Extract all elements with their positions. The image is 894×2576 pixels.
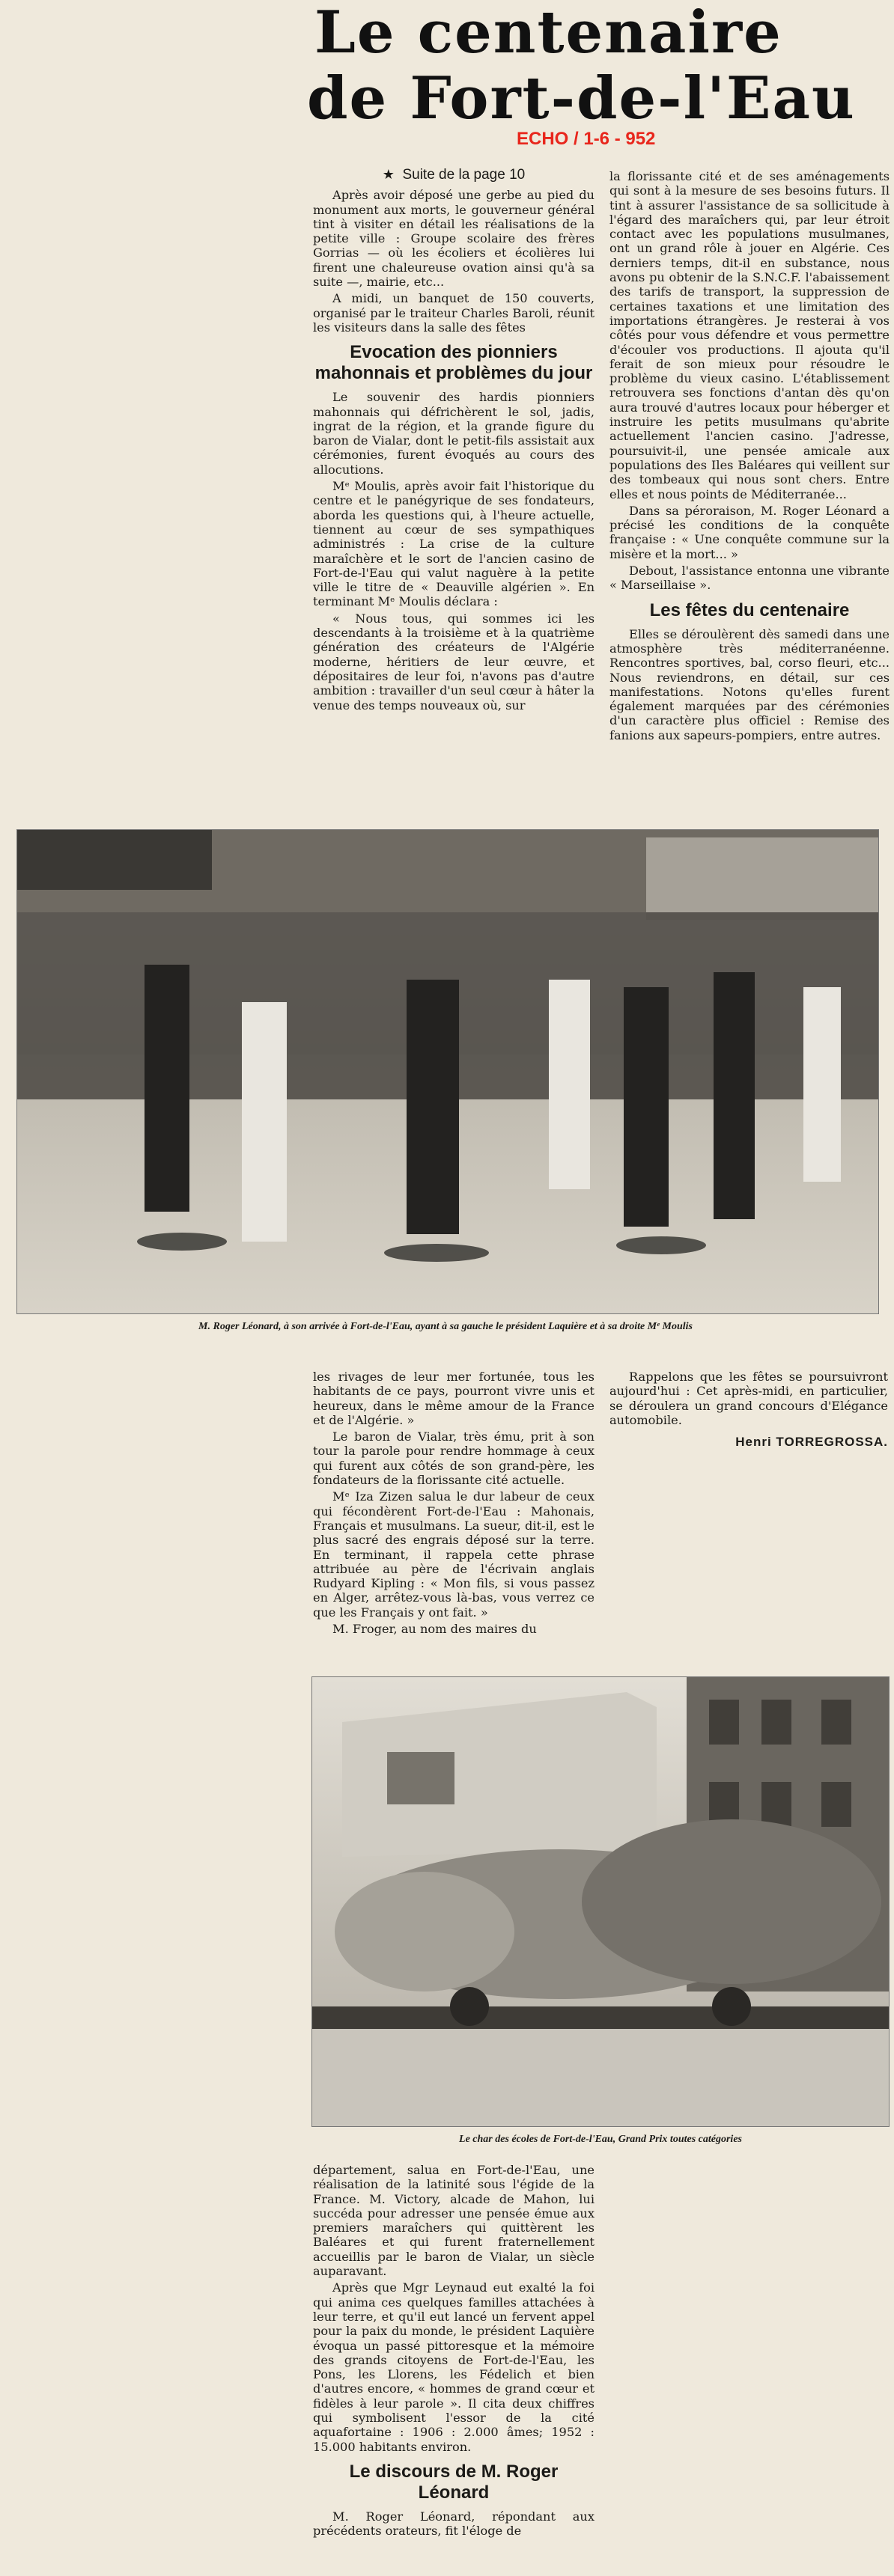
column-4 bbox=[609, 1370, 888, 1449]
float-photo-image bbox=[312, 1677, 889, 2126]
photo-arrival-caption: M. Roger Léonard, à son arrivée à Fort-de-l'Eau, ayant à sa gauche le président Laquière et à sa droite Mᵉ Moulis bbox=[198, 1321, 693, 1332]
paragraph: Mᵉ Iza Zizen salua le dur labeur de ceux qui fécondèrent Fort-de-l'Eau : Mahonais, Français et musulmans. La sueur, dit-il, est le plus sacré des engrais déposé sur la terre. En terminant, il rappela cette phrase attribuée au père de l'écrivain anglais Rudyard Kipling : « Mon fils, si vous passez en Alger, arrêtez-vous là-bas, vous verrez ce que les Français y ont fait. » bbox=[313, 1489, 595, 1620]
continued-label: Suite de la page 10 bbox=[402, 167, 526, 183]
paragraph: Debout, l'assistance entonna une vibrante « Marseillaise ». bbox=[609, 564, 890, 593]
paragraph: Mᵉ Moulis, après avoir fait l'historique du centre et le panégyrique de ses fondateurs, aborda les questions qui, à l'heure actuelle, tiennent au cœur de ses sympathiques administrés : La crise de la culture maraîchère et le sort de l'ancien casino de Fort-de-l'Eau qui valut naguère à la petite ville le titre de « Deauville algérien ». En terminant Mᵉ Moulis déclara : bbox=[313, 479, 595, 609]
paragraph: Après avoir déposé une gerbe au pied du monument aux morts, le gouverneur général tint à visiter en détail les réalisations de la petite ville : Groupe scolaire des frères Gorrias — où les écoliers et écolières lui firent une chaleureuse ovation ainsi qu'à sa suite —, mairie, etc... bbox=[313, 188, 595, 290]
crowd-photo-image bbox=[17, 830, 878, 1313]
subheading: Evocation des pionniers mahonnais et problèmes du jour bbox=[314, 342, 593, 384]
paragraph: la florissante cité et de ses aménagements qui sont à la mesure de ses besoins futurs. Il tint à assurer l'assistance de sa sollicitude à l'égard des maraîchers qui, par leur étroit contact avec les populations musulmanes, ont un grand rôle à jouer en Algérie. Ces derniers temps, dit-il en substance, nous avons pu obtenir de la S.N.C.F. l'abaissement des tarifs de transport, la suppression de certaines taxations et une limitation des importations étrangères. Je resterai à vos côtés pour vous défendre et vous permettre d'écouler vos productions. Il ajouta qu'il ferait de son mieux pour résoudre le problème du vieux casino. L'établissement retrouvera ses fonctions d'antan dès qu'on aura trouvé d'autres locaux pour héberger et instruire les petits musulmans qu'abrite actuellement l'ancien casino. J'adresse, poursuivit-il, une pensée amicale aux populations des Iles Baléares qui veillent sur des tombeaux qui nous sont chers. Entre elles et nous points de Méditerranée... bbox=[609, 169, 890, 501]
subheading: Le discours de M. Roger Léonard bbox=[349, 2461, 559, 2503]
paragraph: Elles se déroulèrent dès samedi dans une atmosphère très méditerranéenne. Rencontres sportives, bal, corso fleuri, etc... Nous reviendrons, en détail, sur ces manifestations. Notons qu'elles furent également marquées par des cérémonies d'un caractère plus officiel : Remise des fanions aux sapeurs-pompiers, entre autres. bbox=[609, 626, 890, 742]
headline-line2: de Fort-de-l'Eau bbox=[307, 64, 856, 132]
paragraph: A midi, un banquet de 150 couverts, organisé par le traiteur Charles Baroli, réunit les visiteurs dans la salle des fêtes bbox=[313, 291, 595, 335]
photo-arrival bbox=[16, 829, 879, 1314]
continued-from bbox=[313, 168, 595, 182]
photo-float-caption: Le char des écoles de Fort-de-l'Eau, Grand Prix toutes catégories bbox=[459, 2134, 742, 2145]
paragraph: Après que Mgr Leynaud eut exalté la foi qui anima ces quelques familles attachées à leur terre, et qu'il eut lancé un fervent appel pour la paix du monde, le président Laquière évoqua un passé pittoresque et la mémoire des grands citoyens de Fort-de-l'Eau, les Pons, les Llorens, les Fédelich et bien d'autres encore, « hommes de grand cœur et fidèles à leur parole ». Il cita deux chiffres qui symbolisent l'essor de la cité aquafortaine : 1906 : 2.000 âmes; 1952 : 15.000 habitants environ. bbox=[313, 2280, 595, 2454]
archive-stamp: ECHO / 1-6 - 952 bbox=[517, 129, 656, 149]
paragraph: département, salua en Fort-de-l'Eau, une réalisation de la latinité sous l'égide de la France. M. Victory, alcade de Mahon, lui succéda pour adresser une pensée émue aux premiers maraîchers qui quittèrent les Baléares et qui furent fraternellement accueillis par le baron de Vialar, un siècle auparavant. bbox=[313, 2163, 595, 2279]
paragraph: M. Roger Léonard, répondant aux précédents orateurs, fit l'éloge de bbox=[313, 2509, 595, 2539]
star-icon: ★ bbox=[382, 167, 395, 182]
column-3 bbox=[313, 1370, 595, 1638]
paragraph: « Nous tous, qui sommes ici les descendants à la troisième et à la quatrième génération des créateurs de l'Algérie moderne, héritiers de leur œuvre, et dépositaires de leur foi, n'avons pas d'autre ambition : travailler d'un seul cœur à hâter la venue des temps nouveaux où, sur bbox=[313, 611, 595, 712]
paragraph: Le baron de Vialar, très ému, prit à son tour la parole pour rendre hommage à ceux qui furent aux côtés de son grand-père, les fondateurs de la florissante cité actuelle. bbox=[313, 1429, 595, 1488]
column-2 bbox=[609, 169, 890, 745]
subheading: Les fêtes du centenaire bbox=[649, 599, 850, 620]
column-5 bbox=[313, 2163, 595, 2541]
paragraph: les rivages de leur mer fortunée, tous les habitants de ce pays, pourront vivre unis et heureux, dans le même amour de la France et de l'Algérie. » bbox=[313, 1370, 595, 1427]
column-1 bbox=[313, 168, 595, 715]
paragraph: Dans sa péroraison, M. Roger Léonard a précisé les conditions de la conquête française : « Une conquête commune sur la misère et la mort... » bbox=[609, 503, 890, 561]
paragraph: Rappelons que les fêtes se poursuivront aujourd'hui : Cet après-midi, en particulier, se déroulera un grand concours d'Elégance automobile. bbox=[609, 1370, 888, 1427]
headline-line1: Le centenaire bbox=[314, 0, 782, 67]
headline bbox=[307, 0, 894, 132]
paragraph: M. Froger, au nom des maires du bbox=[332, 1622, 537, 1637]
photo-float bbox=[311, 1676, 890, 2127]
author-signature: Henri TORREGROSSA. bbox=[735, 1435, 888, 1450]
paragraph: Le souvenir des hardis pionniers mahonnais qui défrichèrent le sol, jadis, ingrat de la région, et la grande figure du baron de Vialar, dont le petit-fils assistait aux cérémonies, furent évoqués au cours des allocutions. bbox=[313, 390, 595, 477]
